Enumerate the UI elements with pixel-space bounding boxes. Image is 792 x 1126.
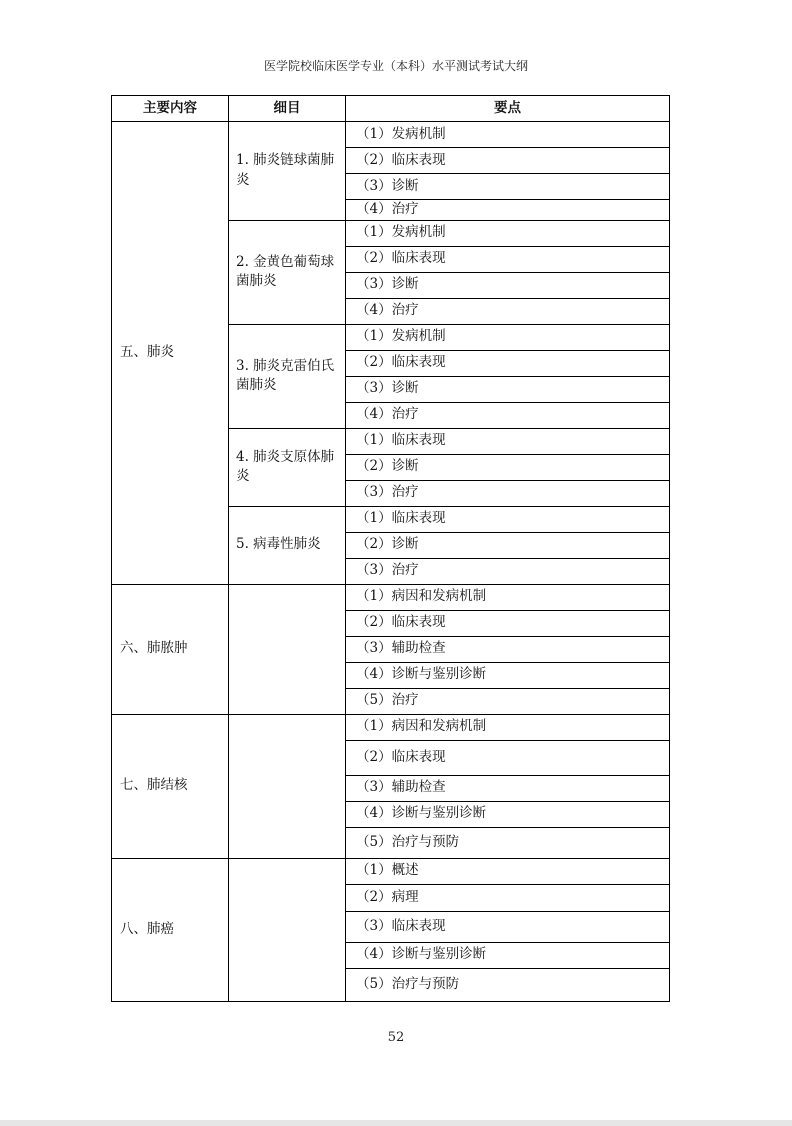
key-point-cell: （4）治疗 (346, 402, 670, 428)
key-point-cell: （5）治疗 (346, 688, 670, 714)
viewer-bottom-bar (0, 1120, 792, 1126)
key-point-cell: （3）诊断 (346, 376, 670, 402)
main-topic-cell: 七、肺结核 (112, 714, 229, 858)
key-point-cell: （3）治疗 (346, 558, 670, 584)
subtopic-cell: 1. 肺炎链球菌肺炎 (229, 122, 346, 221)
key-point-cell: （4）治疗 (346, 298, 670, 324)
table-row (112, 858, 670, 884)
key-point-cell: （2）临床表现 (346, 610, 670, 636)
key-point-cell: （2）临床表现 (346, 246, 670, 272)
key-point-cell: （2）诊断 (346, 532, 670, 558)
key-point-cell: （2）临床表现 (346, 350, 670, 376)
column-header-point: 要点 (346, 96, 670, 122)
key-point-cell: （5）治疗与预防 (346, 827, 670, 858)
subtopic-cell: 5. 病毒性肺炎 (229, 506, 346, 584)
key-point-cell: （4）诊断与鉴别诊断 (346, 801, 670, 827)
page-number: 52 (387, 1030, 405, 1045)
subtopic-cell (229, 714, 346, 858)
key-point-cell: （1）概述 (346, 858, 670, 884)
key-point-cell: （1）病因和发病机制 (346, 584, 670, 610)
table-header-row (112, 96, 670, 122)
key-point-cell: （1）发病机制 (346, 324, 670, 350)
table-row (112, 714, 670, 740)
column-header-main: 主要内容 (112, 96, 229, 122)
key-point-cell: （4）治疗 (346, 200, 670, 221)
main-topic-cell: 八、肺癌 (112, 858, 229, 1001)
key-point-cell: （1）临床表现 (346, 506, 670, 532)
key-point-cell: （2）诊断 (346, 454, 670, 480)
key-point-cell: （3）临床表现 (346, 911, 670, 942)
key-point-cell: （5）治疗与预防 (346, 968, 670, 1001)
key-point-cell: （1）病因和发病机制 (346, 714, 670, 740)
main-topic-cell: 五、肺炎 (112, 122, 229, 585)
key-point-cell: （4）诊断与鉴别诊断 (346, 942, 670, 968)
key-point-cell: （3）诊断 (346, 174, 670, 200)
page-header: 医学院校临床医学专业（本科）水平测试考试大纲 (263, 59, 528, 73)
key-point-cell: （3）诊断 (346, 272, 670, 298)
subtopic-cell: 4. 肺炎支原体肺炎 (229, 428, 346, 506)
column-header-sub: 细目 (229, 96, 346, 122)
key-point-cell: （2）病理 (346, 884, 670, 911)
key-point-cell: （4）诊断与鉴别诊断 (346, 662, 670, 688)
subtopic-cell (229, 858, 346, 1001)
key-point-cell: （3）治疗 (346, 480, 670, 506)
table-row (112, 122, 670, 148)
key-point-cell: （1）临床表现 (346, 428, 670, 454)
key-point-cell: （3）辅助检查 (346, 775, 670, 801)
subtopic-cell (229, 584, 346, 714)
key-point-cell: （1）发病机制 (346, 220, 670, 246)
table-row (112, 584, 670, 610)
syllabus-table (111, 95, 670, 1002)
key-point-cell: （1）发病机制 (346, 122, 670, 148)
key-point-cell: （2）临床表现 (346, 148, 670, 174)
subtopic-cell: 3. 肺炎克雷伯氏菌肺炎 (229, 324, 346, 428)
key-point-cell: （3）辅助检查 (346, 636, 670, 662)
subtopic-cell: 2. 金黄色葡萄球菌肺炎 (229, 220, 346, 324)
table-body (112, 122, 670, 1002)
main-topic-cell: 六、肺脓肿 (112, 584, 229, 714)
key-point-cell: （2）临床表现 (346, 740, 670, 775)
